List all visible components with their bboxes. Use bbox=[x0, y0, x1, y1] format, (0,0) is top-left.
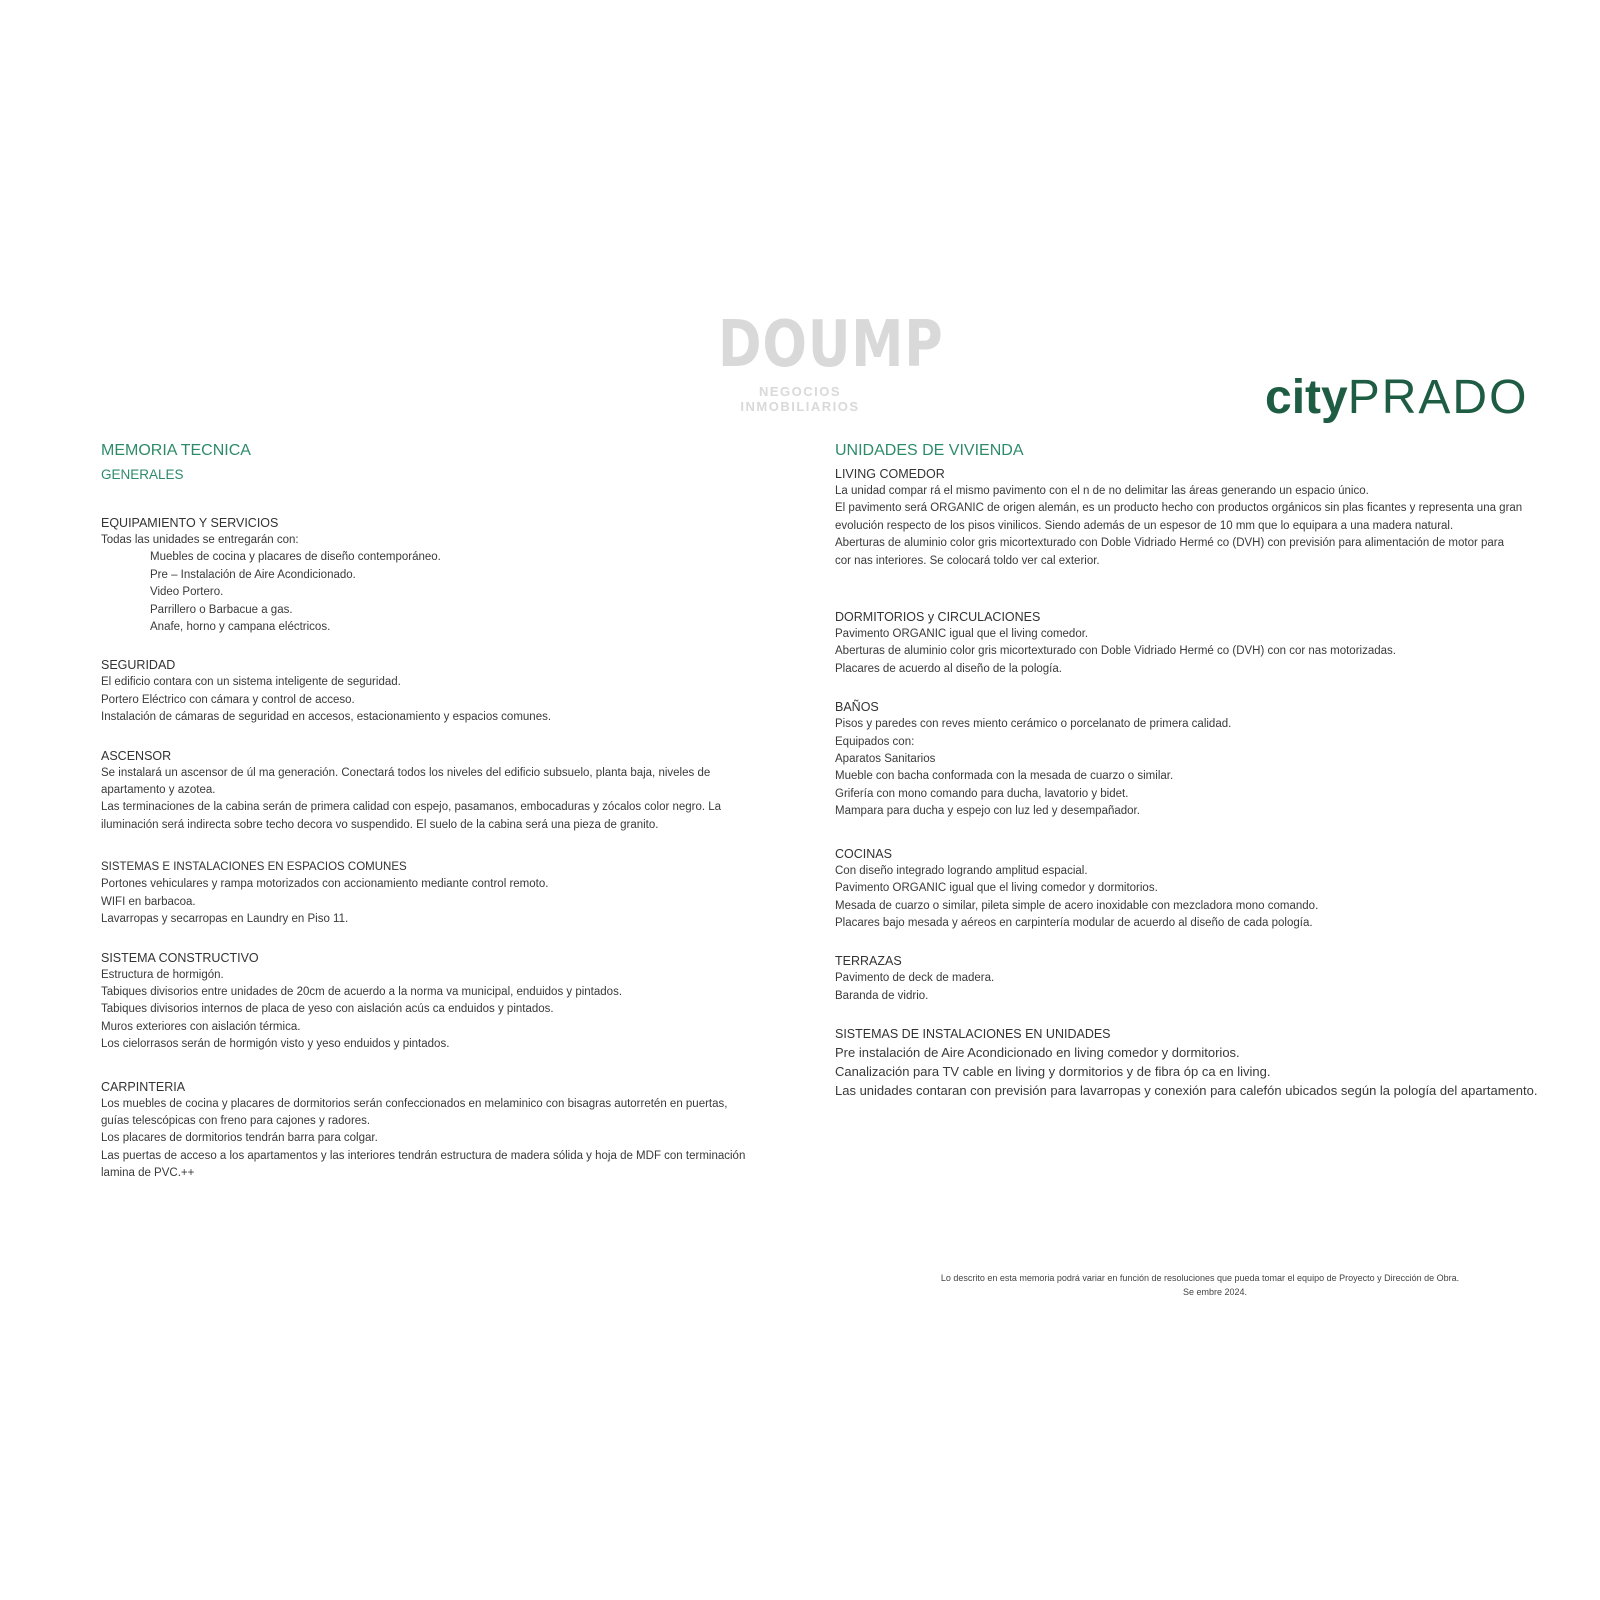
section-sistema-constructivo bbox=[101, 949, 791, 1054]
section-living-comedor bbox=[835, 465, 1565, 570]
text-line: Estructura de hormigón. bbox=[101, 968, 224, 981]
text-line: Canalización para TV cable en living y dormitorios y de fibra óp ca en living. bbox=[835, 1064, 1271, 1080]
section-cocinas bbox=[835, 845, 1565, 933]
text-line: Pavimento ORGANIC igual que el living comedor y dormitorios. bbox=[835, 882, 1158, 895]
section-heading: ASCENSOR bbox=[101, 748, 172, 763]
section-carpinteria bbox=[101, 1078, 791, 1183]
text-line: Portero Eléctrico con cámara y control de acceso. bbox=[101, 693, 355, 706]
section-seguridad bbox=[101, 656, 791, 726]
section-sistemas-comunes bbox=[101, 858, 791, 928]
text-line: Pisos y paredes con reves miento cerámico o porcelanato de primera calidad. bbox=[835, 718, 1232, 731]
text-line: Pavimento de deck de madera. bbox=[835, 972, 995, 985]
section-dormitorios bbox=[835, 608, 1565, 678]
text-line: iluminación será indirecta sobre techo decora vo suspendido. El suelo de la cabina será una pieza de granito. bbox=[101, 818, 659, 831]
text-line: Tabiques divisorios entre unidades de 20cm de acuerdo a la norma va municipal, enduidos y pintados. bbox=[101, 985, 623, 998]
text-line: Aparatos Sanitarios bbox=[835, 753, 936, 766]
text-line: Portones vehiculares y rampa motorizados con accionamiento mediante control remoto. bbox=[101, 878, 549, 891]
brand-part-city: city bbox=[1265, 371, 1348, 424]
section-heading: COCINAS bbox=[835, 846, 892, 861]
footer-disclaimer: Lo descrito en esta memoria podrá variar en función de resoluciones que pueda tomar el equipo de Proyecto y Dirección de Obra. bbox=[940, 1273, 1460, 1283]
right-column bbox=[835, 441, 1565, 1100]
cityprado-logo bbox=[1265, 368, 1528, 428]
text-line: Placares bajo mesada y aéreos en carpintería modular de acuerdo al diseño de cada pología. bbox=[835, 916, 1313, 929]
section-banos bbox=[835, 698, 1565, 820]
watermark-subtitle: NEGOCIOS INMOBILIARIOS bbox=[740, 384, 860, 414]
watermark-word: DOUMP bbox=[718, 308, 944, 382]
text-line: apartamento y azotea. bbox=[101, 784, 216, 797]
text-line: evolución respecto de los pisos vinilicos. Siendo además de un espesor de 10 mm que lo equipara a una madera natural. bbox=[835, 519, 1454, 532]
section-intro: Todas las unidades se entregarán con: bbox=[101, 534, 299, 546]
text-line: Mueble con bacha conformada con la mesada de cuarzo o similar. bbox=[835, 770, 1174, 783]
text-line: Aberturas de aluminio color gris micortexturado con Doble Vidriado Hermé co (DVH) con previsión para alimentación de motor para bbox=[835, 537, 1505, 550]
text-line: Se instalará un ascensor de úl ma generación. Conectará todos los niveles del edificio subsuelo, planta baja, niveles de bbox=[101, 766, 711, 779]
section-equipamiento bbox=[101, 514, 791, 636]
units-title: UNIDADES DE VIVIENDA bbox=[835, 442, 1024, 459]
text-line: Los cielorrasos serán de hormigón visto y yeso enduidos y pintados. bbox=[101, 1038, 450, 1051]
text-line: guías telescópicas con freno para cajones y radores. bbox=[101, 1114, 371, 1127]
text-line: Con diseño integrado logrando amplitud espacial. bbox=[835, 864, 1088, 877]
footer-date: Se embre 2024. bbox=[1182, 1286, 1248, 1297]
brand-part-prado: PRADO bbox=[1347, 371, 1529, 424]
text-line: Las puertas de acceso a los apartamentos y las interiores tendrán estructura de madera sólida y hoja de MDF con terminación bbox=[101, 1149, 746, 1162]
text-line: Instalación de cámaras de seguridad en accesos, estacionamiento y espacios comunes. bbox=[101, 711, 552, 724]
text-line: Pavimento ORGANIC igual que el living comedor. bbox=[835, 628, 1089, 641]
section-heading: SISTEMA CONSTRUCTIVO bbox=[101, 950, 259, 965]
text-line: Las unidades contaran con previsión para lavarropas y conexión para calefón ubicados según la pología del apartamento. bbox=[835, 1083, 1538, 1099]
text-line: lamina de PVC.++ bbox=[101, 1167, 195, 1180]
text-line: WIFI en barbacoa. bbox=[101, 895, 196, 908]
doump-watermark-logo bbox=[700, 308, 944, 414]
text-line: Mampara para ducha y espejo con luz led y desempañador. bbox=[835, 805, 1140, 818]
section-heading: DORMITORIOS y CIRCULACIONES bbox=[835, 610, 1041, 625]
list-item: Muebles de cocina y placares de diseño contemporáneo. bbox=[150, 551, 441, 564]
text-line: Mesada de cuarzo o similar, pileta simple de acero inoxidable con mezcladora mono comando. bbox=[835, 899, 1319, 912]
section-heading: SEGURIDAD bbox=[101, 658, 176, 673]
text-line: Las terminaciones de la cabina serán de primera calidad con espejo, pasamanos, embocaduras y zócalos color negro. La bbox=[101, 801, 722, 814]
text-line: Muros exteriores con aislación térmica. bbox=[101, 1020, 301, 1033]
text-line: Aberturas de aluminio color gris micortexturado con Doble Vidriado Hermé co (DVH) con cor nas motorizadas. bbox=[835, 645, 1396, 658]
text-line: El pavimento será ORGANIC de origen alemán, es un producto hecho con productos orgánicos sin plas ficantes y representa una gran bbox=[835, 502, 1523, 515]
section-heading: BAÑOS bbox=[835, 700, 879, 715]
list-item: Pre – Instalación de Aire Acondicionado. bbox=[150, 568, 356, 581]
list-item: Anafe, horno y campana eléctricos. bbox=[150, 621, 331, 634]
section-heading: SISTEMAS DE INSTALACIONES EN UNIDADES bbox=[835, 1027, 1111, 1042]
text-line: El edificio contara con un sistema inteligente de seguridad. bbox=[101, 676, 401, 689]
section-terrazas bbox=[835, 952, 1565, 1005]
text-line: Baranda de vidrio. bbox=[835, 989, 929, 1002]
list-item: Video Portero. bbox=[150, 586, 224, 599]
text-line: Lavarropas y secarropas en Laundry en Piso 11. bbox=[101, 913, 349, 926]
equipment-list bbox=[101, 549, 791, 636]
section-heading: CARPINTERIA bbox=[101, 1079, 186, 1094]
text-line: La unidad compar rá el mismo pavimento con el n de no delimitar las áreas generando un espacio único. bbox=[835, 485, 1369, 497]
section-heading: EQUIPAMIENTO Y SERVICIOS bbox=[101, 516, 279, 530]
document-title: MEMORIA TECNICA bbox=[101, 442, 251, 459]
list-item: Parrillero o Barbacue a gas. bbox=[150, 603, 293, 616]
text-line: Los muebles de cocina y placares de dormitorios serán confeccionados en melaminico con bisagras autorretén en puertas, bbox=[101, 1097, 728, 1110]
section-heading: SISTEMAS E INSTALACIONES EN ESPACIOS COMUNES bbox=[101, 861, 407, 874]
footer-note bbox=[900, 1272, 1500, 1299]
section-instalaciones-unidades bbox=[835, 1025, 1565, 1100]
section-heading: TERRAZAS bbox=[835, 954, 902, 969]
text-line: Pre instalación de Aire Acondicionado en living comedor y dormitorios. bbox=[835, 1045, 1240, 1061]
text-line: Grifería con mono comando para ducha, lavatorio y bidet. bbox=[835, 787, 1129, 800]
section-heading: LIVING COMEDOR bbox=[835, 467, 945, 481]
document-subtitle: GENERALES bbox=[101, 467, 184, 482]
section-ascensor bbox=[101, 747, 791, 835]
left-column bbox=[101, 441, 791, 1183]
text-line: Placares de acuerdo al diseño de la pología. bbox=[835, 662, 1062, 675]
text-line: Los placares de dormitorios tendrán barra para colgar. bbox=[101, 1132, 378, 1145]
text-line: Equipados con: bbox=[835, 735, 915, 748]
text-line: Tabiques divisorios internos de placa de yeso con aislación acús ca enduidos y pintados. bbox=[101, 1003, 554, 1016]
text-line: cor nas interiores. Se colocará toldo ver cal exterior. bbox=[835, 554, 1100, 567]
